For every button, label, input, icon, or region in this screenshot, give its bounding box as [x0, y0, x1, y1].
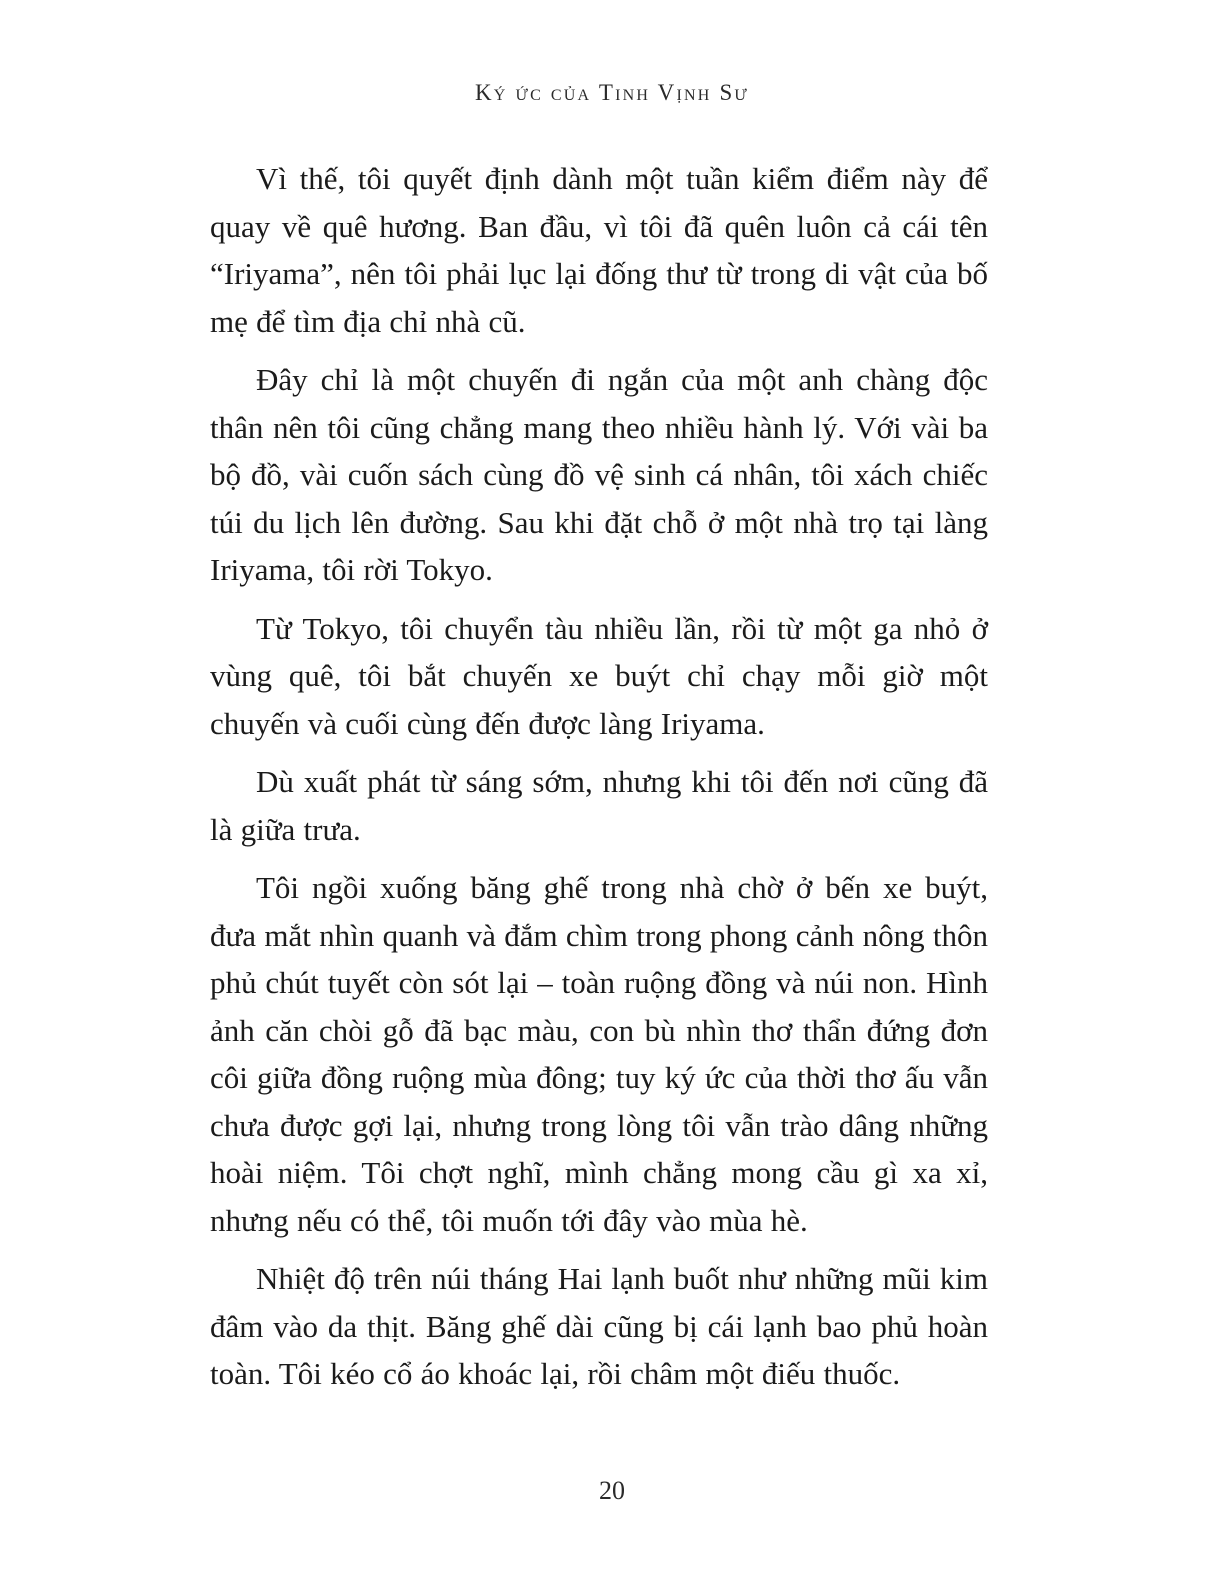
paragraph: Tôi ngồi xuống băng ghế trong nhà chờ ở bến xe buýt, đưa mắt nhìn quanh và đắm chìm trong phong cảnh nông thôn phủ chút tuyết còn sót lại – toàn ruộng đồng và núi non. Hình ảnh căn chòi gỗ đã bạc màu, con bù nhìn thơ thẩn đứng đơn côi giữa đồng ruộng mùa đông; tuy ký ức của thời thơ ấu vẫn chưa được gợi lại, nhưng trong lòng tôi vẫn trào dâng những hoài niệm. Tôi chợt nghĩ, mình chẳng mong cầu gì xa xỉ, nhưng nếu có thể, tôi muốn tới đây vào mùa hè. [210, 870, 988, 1238]
paragraph: Nhiệt độ trên núi tháng Hai lạnh buốt như những mũi kim đâm vào da thịt. Băng ghế dài cũng bị cái lạnh bao phủ hoàn toàn. Tôi kéo cổ áo khoác lại, rồi châm một điếu thuốc. [210, 1261, 988, 1391]
paragraph: Đây chỉ là một chuyến đi ngắn của một anh chàng độc thân nên tôi cũng chẳng mang theo nhiều hành lý. Với vài ba bộ đồ, vài cuốn sách cùng đồ vệ sinh cá nhân, tôi xách chiếc túi du lịch lên đường. Sau khi đặt chỗ ở một nhà trọ tại làng Iriyama, tôi rời Tokyo. [210, 362, 988, 587]
paragraph: Từ Tokyo, tôi chuyển tàu nhiều lần, rồi từ một ga nhỏ ở vùng quê, tôi bắt chuyến xe buýt chỉ chạy mỗi giờ một chuyến và cuối cùng đến được làng Iriyama. [210, 610, 988, 741]
running-head: Ký ức của Tinh Vịnh Sư [474, 80, 750, 105]
paragraph: Vì thế, tôi quyết định dành một tuần kiểm điểm này để quay về quê hương. Ban đầu, vì tôi đã quên luôn cả cái tên “Iriyama”, nên tôi phải lục lại đống thư từ trong di vật của bố mẹ để tìm địa chỉ nhà cũ. [210, 161, 988, 339]
page-number: 20 [599, 1476, 625, 1505]
body-text-block [210, 155, 988, 1398]
paragraph: Dù xuất phát từ sáng sớm, nhưng khi tôi đến nơi cũng đã là giữa trưa. [210, 764, 988, 847]
